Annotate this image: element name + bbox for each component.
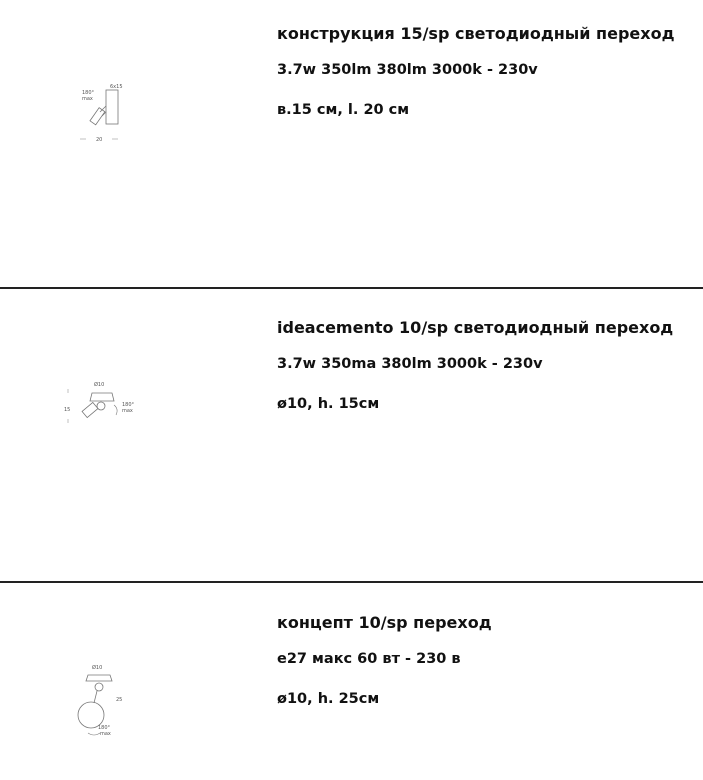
width-label: 20 bbox=[96, 137, 103, 143]
product-3-title: концепт 10/sp переход bbox=[277, 613, 492, 632]
max-label: max bbox=[82, 96, 93, 102]
product-2-technical-drawing bbox=[64, 379, 154, 459]
spot-head bbox=[90, 108, 105, 125]
rotation-label: 180° bbox=[98, 725, 111, 731]
product-1-drawing-svg bbox=[64, 82, 154, 162]
size-top-label: 6x15 bbox=[110, 84, 123, 90]
product-1-title: конструкция 15/sp светодиодный переход bbox=[277, 24, 675, 43]
rotation-label: 180° bbox=[122, 402, 135, 408]
product-3-drawing-svg bbox=[64, 663, 154, 743]
product-3-info bbox=[277, 613, 703, 709]
product-1-spec: 3.7w 350lm 380lm 3000k - 230v bbox=[277, 62, 538, 78]
diameter-label: Ø10 bbox=[94, 382, 105, 388]
product-2-spec: 3.7w 350ma 380lm 3000k - 230v bbox=[277, 356, 543, 372]
product-row-3 bbox=[0, 583, 703, 780]
wall-block bbox=[106, 90, 118, 124]
max-label: max bbox=[100, 731, 111, 737]
product-1-dimensions: в.15 см, l. 20 см bbox=[277, 102, 410, 118]
product-2-info bbox=[277, 318, 703, 414]
height-label: 25 bbox=[116, 697, 123, 703]
spot-head bbox=[82, 402, 98, 417]
product-row-2 bbox=[0, 289, 703, 581]
product-2-title: ideacemento 10/sp светодиодный переход bbox=[277, 318, 674, 337]
product-3-technical-drawing bbox=[64, 663, 154, 743]
product-1-info bbox=[277, 24, 703, 120]
product-2-drawing-svg bbox=[64, 379, 154, 459]
ceiling-base bbox=[90, 393, 114, 401]
rotation-label: 180° bbox=[82, 90, 95, 96]
max-label: max bbox=[122, 408, 133, 414]
height-label: 15 bbox=[64, 407, 71, 413]
product-row-1 bbox=[0, 0, 703, 287]
diameter-label: Ø10 bbox=[92, 665, 103, 671]
product-3-dimensions: ø10, h. 25см bbox=[277, 691, 380, 707]
product-3-spec: e27 макс 60 вт - 230 в bbox=[277, 651, 461, 667]
ceiling-base bbox=[86, 675, 112, 681]
product-1-technical-drawing bbox=[64, 82, 154, 162]
product-2-dimensions: ø10, h. 15см bbox=[277, 396, 380, 412]
